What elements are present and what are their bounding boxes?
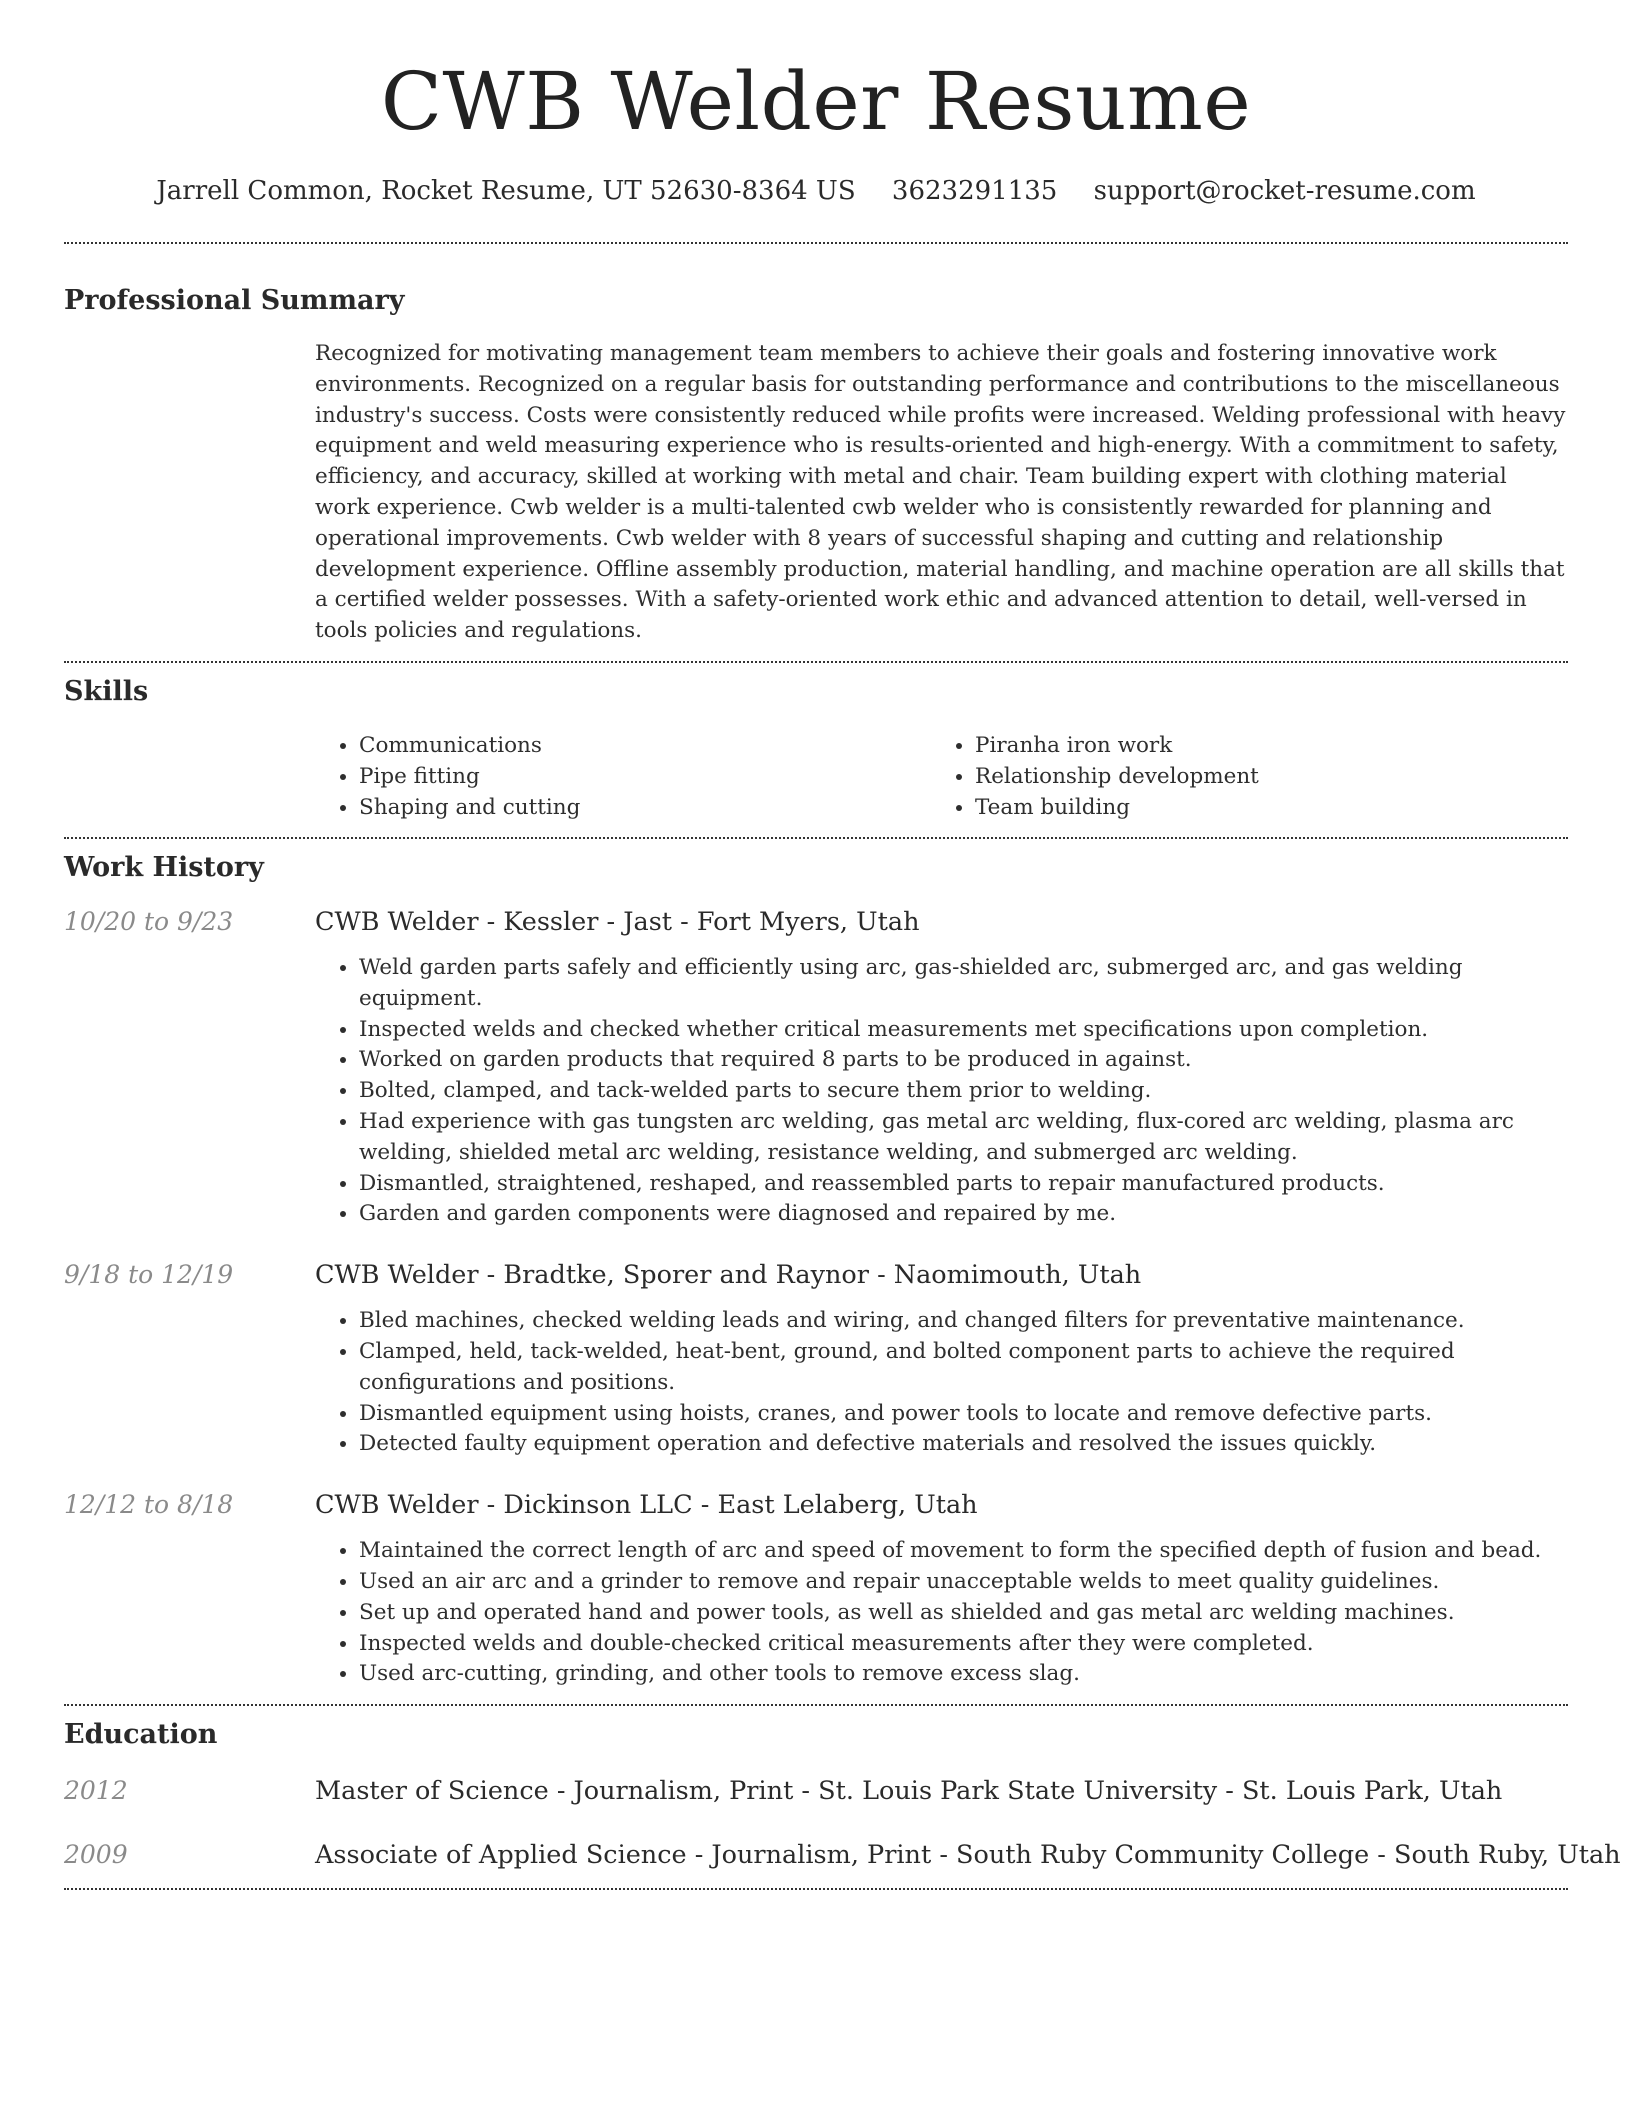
job-bullet: • Bled machines, checked welding leads and wiring, and changed filters for preventative maintenance. [359, 1306, 1568, 1337]
job-header [64, 1260, 1568, 1290]
job-bullet: • Inspected welds and checked whether critical measurements met specifications upon completion. [359, 1015, 1568, 1046]
job-title: CWB Welder - Bradtke, Sporer and Raynor - Naomimouth, Utah [315, 1260, 1142, 1291]
education-entry [64, 1776, 1568, 1806]
education-year: 2009 [64, 1840, 128, 1870]
resume-title: CWB Welder Resume [380, 55, 1252, 148]
job-bullet: • Set up and operated hand and power tools, as well as shielded and gas metal arc welding machines. [359, 1598, 1568, 1629]
job-bullet: • Worked on garden products that required 8 parts to be produced in against. [359, 1045, 1568, 1076]
job-bullet: • Used arc-cutting, grinding, and other tools to remove excess slag. [359, 1659, 1568, 1690]
job-entry [64, 1490, 1568, 1690]
job-bullet: • Dismantled, straightened, reshaped, and reassembled parts to repair manufactured products. [359, 1169, 1568, 1200]
job-header [64, 907, 1568, 937]
skills-column-left [315, 730, 931, 823]
divider [64, 661, 1568, 663]
job-bullet: • Dismantled equipment using hoists, cranes, and power tools to locate and remove defective parts. [359, 1399, 1568, 1430]
divider [64, 1888, 1568, 1890]
contact-phone: 3623291135 [891, 176, 1058, 206]
job-bullet: • Weld garden parts safely and efficiently using arc, gas-shielded arc, submerged arc, and gas welding equipment. [359, 953, 1568, 1015]
job-dates: 12/12 to 8/18 [64, 1490, 234, 1520]
education-degree: Associate of Applied Science - Journalism, Print - South Ruby Community College - South Ruby, Utah [315, 1840, 1621, 1871]
education-entry [64, 1840, 1621, 1871]
skill-item: • Team building [975, 792, 1547, 823]
job-dates: 10/20 to 9/23 [64, 906, 234, 936]
contact-line [64, 174, 1568, 208]
job-bullets [315, 1306, 1568, 1460]
job-bullets [315, 953, 1568, 1230]
job-bullet: • Garden and garden components were diagnosed and repaired by me. [359, 1199, 1568, 1230]
contact-address: Jarrell Common, Rocket Resume, UT 52630-8364 US [156, 176, 856, 206]
job-bullet: • Used an air arc and a grinder to remove and repair unacceptable welds to meet quality guidelines. [359, 1567, 1568, 1598]
job-dates: 9/18 to 12/19 [64, 1260, 234, 1290]
summary-text: Recognized for motivating management team members to achieve their goals and fostering innovative work environments. Recognized on a regular basis for outstanding performance and contributions to the miscellaneous industry's success. Costs were consistently reduced while profits were increased. Welding professional with heavy equipment and weld measuring experience who is results-oriented and high-energy. With a commitment to safety, efficiency, and accuracy, skilled at working with metal and chair. Team building expert with clothing material work experience. Cwb welder is a multi-talented cwb welder who is consistently rewarded for planning and operational improvements. Cwb welder with 8 years of successful shaping and cutting and relationship development experience. Offline assembly production, material handling, and machine operation are all skills that a certified welder possesses. With a safety-oriented work ethic and advanced attention to detail, well-versed in tools policies and regulations. [315, 341, 1566, 644]
job-bullet: • Had experience with gas tungsten arc welding, gas metal arc welding, flux-cored arc welding, plasma arc welding, shielded metal arc welding, resistance welding, and submerged arc welding. [359, 1107, 1568, 1169]
skill-item: • Pipe fitting [359, 761, 931, 792]
skill-item: • Shaping and cutting [359, 792, 931, 823]
divider [64, 1704, 1568, 1706]
job-title: CWB Welder - Dickinson LLC - East Lelaberg, Utah [315, 1490, 978, 1521]
education-degree: Master of Science - Journalism, Print - St. Louis Park State University - St. Louis Park, Utah [315, 1776, 1503, 1807]
resume-page [64, 0, 1621, 1890]
section-title-skills: Skills [64, 675, 149, 707]
job-entry [64, 1260, 1568, 1460]
job-bullet: • Detected faulty equipment operation and defective materials and resolved the issues quickly. [359, 1429, 1568, 1460]
contact-email[interactable]: support@rocket-resume.com [1093, 176, 1476, 206]
education-year: 2012 [64, 1776, 128, 1806]
job-header [64, 1490, 1568, 1520]
skill-item: • Relationship development [975, 761, 1547, 792]
divider [64, 242, 1568, 244]
job-bullet: • Clamped, held, tack-welded, heat-bent, ground, and bolted component parts to achieve the required configurations and positions. [359, 1337, 1568, 1399]
job-bullets [315, 1536, 1568, 1690]
job-bullet: • Bolted, clamped, and tack-welded parts to secure them prior to welding. [359, 1076, 1568, 1107]
section-title-summary: Professional Summary [64, 285, 405, 316]
section-title-education: Education [64, 1719, 218, 1751]
section-title-work-history: Work History [64, 851, 264, 883]
job-title: CWB Welder - Kessler - Jast - Fort Myers, Utah [315, 906, 920, 937]
job-bullet: • Inspected welds and double-checked critical measurements after they were completed. [359, 1629, 1568, 1660]
job-entry [64, 907, 1568, 1230]
skills-column-right [931, 730, 1547, 823]
skill-item: • Piranha iron work [975, 730, 1547, 761]
skill-item: • Communications [359, 730, 931, 761]
divider [64, 837, 1568, 839]
skills-list [315, 730, 1568, 823]
job-bullet: • Maintained the correct length of arc and speed of movement to form the specified depth of fusion and bead. [359, 1536, 1568, 1567]
